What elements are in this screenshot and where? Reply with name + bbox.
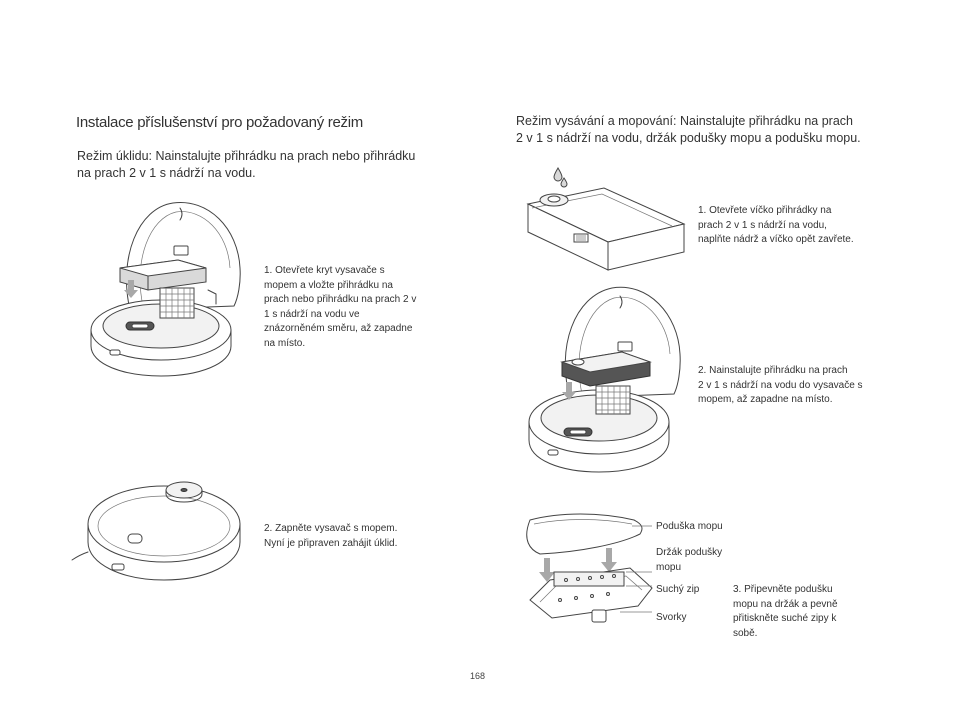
step-line: přitiskněte suché zipy k [733, 613, 837, 624]
step-line: 1. Otevřete kryt vysavače s [264, 265, 385, 276]
step-line: 2. Zapněte vysavač s mopem. [264, 523, 398, 534]
label-mop-pad: Poduška mopu [656, 521, 723, 532]
label-line: mopu [656, 562, 682, 573]
step-line: mopem, až zapadne na místo. [698, 394, 833, 405]
step-line: naplňte nádrž a víčko opět zavřete. [698, 234, 854, 245]
mopping-step-1 [698, 204, 854, 248]
step-line: Nyní je připraven zahájit úklid. [264, 537, 398, 549]
step-line: mopu na držák a pevně [733, 598, 838, 610]
page-number: 168 [470, 671, 486, 681]
step-line: 1 s nádrží na vodu ve [264, 308, 360, 320]
mopping-step-3 [733, 583, 838, 641]
step-line: prach nebo přihrádku na prach 2 v [264, 294, 417, 305]
cleaning-step-1 [264, 264, 416, 351]
step-line: mopem a vložte přihrádku na [264, 279, 393, 291]
mopping-mode-intro [516, 113, 861, 147]
mop-pad-holder-illustration [520, 510, 658, 628]
label-mop-holder [656, 545, 722, 575]
step-line: 2 v 1 s nádrží na vodu do vysavače s [698, 379, 863, 391]
label-velcro: Suchý zip [656, 584, 700, 595]
mopping-step-2 [698, 364, 863, 408]
step-line: 1. Otevřete víčko přihrádky na [698, 205, 832, 216]
cleaning-mode-intro [77, 148, 415, 182]
intro-line: Režim úklidu: Nainstalujte přihrádku na prach nebo přihrádku [77, 149, 416, 163]
step-line: sobě. [733, 627, 758, 639]
intro-line: Režim vysávání a mopování: Nainstalujte přihrádku na prach [516, 114, 853, 128]
step-line: znázorněném směru, až zapadne [264, 323, 413, 334]
step-line: prach 2 v 1 s nádrží na vodu, [698, 219, 827, 231]
intro-line: 2 v 1 s nádrží na vodu, držák podušky mopu a podušku mopu. [516, 131, 861, 145]
label-line: Držák podušky [656, 547, 723, 558]
robot-open-lid-illustration [88, 198, 248, 378]
intro-line: na prach 2 v 1 s nádrží na vodu. [77, 166, 256, 180]
cleaning-step-2 [264, 522, 397, 551]
robot-closed-illustration [72, 472, 248, 590]
step-line: 3. Připevněte podušku [733, 584, 833, 595]
robot-tank-install-illustration [526, 282, 686, 482]
section-heading: Instalace příslušenství pro požadovaný režim [76, 114, 363, 131]
step-line: na místo. [264, 337, 306, 349]
step-line: 2. Nainstalujte přihrádku na prach [698, 365, 848, 376]
label-clips: Svorky [656, 612, 687, 623]
water-tank-illustration [522, 164, 690, 282]
